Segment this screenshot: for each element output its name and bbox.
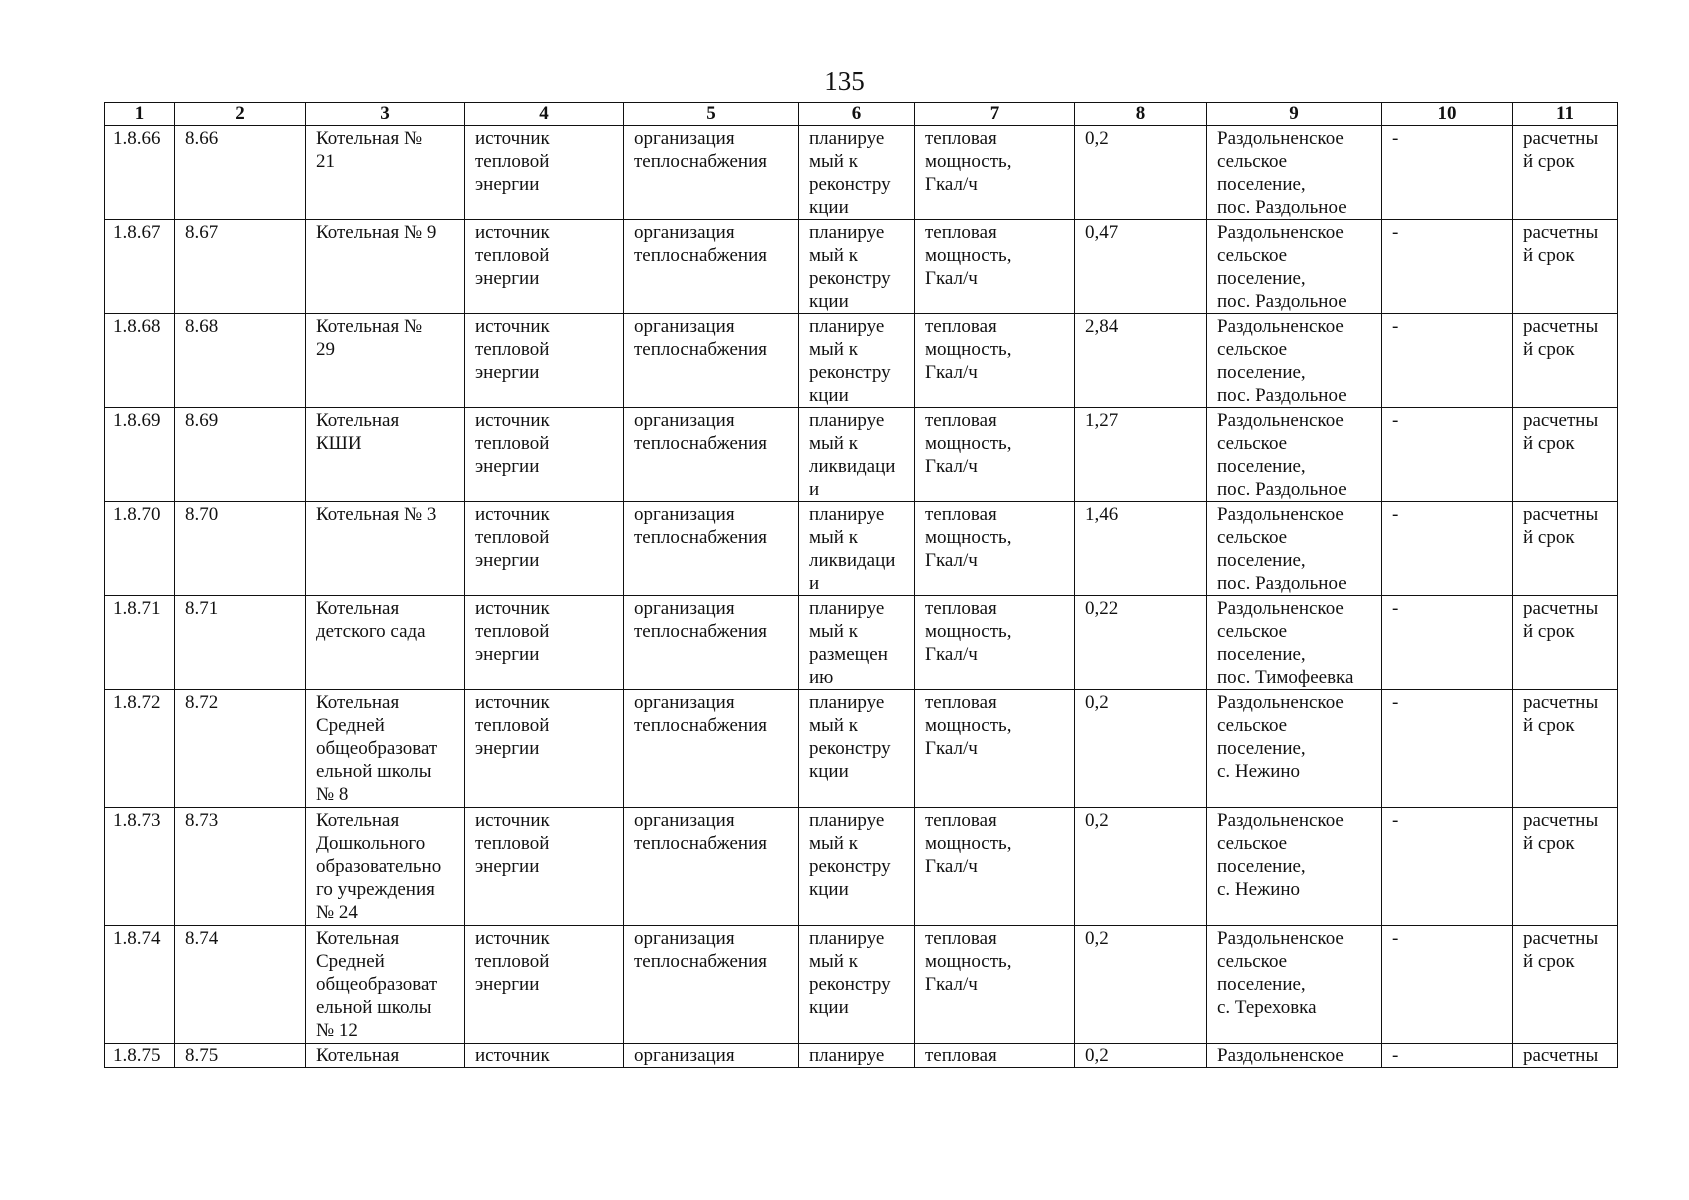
cell-number: 1.8.69	[105, 408, 175, 502]
cell-purpose: организация теплоснабжения	[624, 690, 799, 808]
cell-status: планируе	[799, 1044, 915, 1068]
cell-characteristic: тепловая мощность, Гкал/ч	[915, 502, 1075, 596]
column-header: 5	[624, 103, 799, 126]
cell-code: 8.73	[175, 808, 306, 926]
cell-purpose: организация теплоснабжения	[624, 220, 799, 314]
cell-value: 0,2	[1075, 1044, 1207, 1068]
cell-object-name: Котельная № 3	[306, 502, 465, 596]
cell-term: расчетны й срок	[1513, 314, 1618, 408]
cell-characteristic: тепловая мощность, Гкал/ч	[915, 220, 1075, 314]
cell-zone: -	[1382, 808, 1513, 926]
cell-zone: -	[1382, 502, 1513, 596]
column-header: 9	[1207, 103, 1382, 126]
page-number: 135	[824, 66, 865, 96]
table-row	[105, 690, 1618, 808]
cell-status: планируе мый к реконстру кции	[799, 690, 915, 808]
cell-purpose: организация теплоснабжения	[624, 314, 799, 408]
cell-object-name: Котельная	[306, 1044, 465, 1068]
cell-zone: -	[1382, 314, 1513, 408]
cell-characteristic: тепловая	[915, 1044, 1075, 1068]
cell-characteristic: тепловая мощность, Гкал/ч	[915, 808, 1075, 926]
cell-status: планируе мый к реконстру кции	[799, 314, 915, 408]
cell-characteristic: тепловая мощность, Гкал/ч	[915, 408, 1075, 502]
cell-value: 1,27	[1075, 408, 1207, 502]
table-row	[105, 126, 1618, 220]
cell-term: расчетны й срок	[1513, 126, 1618, 220]
cell-object-type: источник тепловой энергии	[465, 596, 624, 690]
cell-object-type: источник тепловой энергии	[465, 502, 624, 596]
cell-location: Раздольненское	[1207, 1044, 1382, 1068]
cell-characteristic: тепловая мощность, Гкал/ч	[915, 126, 1075, 220]
cell-number: 1.8.67	[105, 220, 175, 314]
cell-term: расчетны й срок	[1513, 926, 1618, 1044]
cell-value: 1,46	[1075, 502, 1207, 596]
cell-object-name: Котельная КШИ	[306, 408, 465, 502]
cell-zone: -	[1382, 220, 1513, 314]
cell-purpose: организация теплоснабжения	[624, 408, 799, 502]
cell-number: 1.8.70	[105, 502, 175, 596]
cell-zone: -	[1382, 1044, 1513, 1068]
table-row	[105, 926, 1618, 1044]
table-row	[105, 220, 1618, 314]
cell-number: 1.8.71	[105, 596, 175, 690]
register-table	[104, 102, 1618, 1068]
table-row	[105, 1044, 1618, 1068]
cell-characteristic: тепловая мощность, Гкал/ч	[915, 926, 1075, 1044]
cell-number: 1.8.74	[105, 926, 175, 1044]
cell-status: планируе мый к реконстру кции	[799, 808, 915, 926]
cell-object-name: Котельная № 9	[306, 220, 465, 314]
cell-term: расчетны й срок	[1513, 502, 1618, 596]
cell-number: 1.8.68	[105, 314, 175, 408]
cell-term: расчетны й срок	[1513, 220, 1618, 314]
cell-term: расчетны й срок	[1513, 408, 1618, 502]
cell-term: расчетны й срок	[1513, 808, 1618, 926]
cell-object-type: источник тепловой энергии	[465, 926, 624, 1044]
column-header: 11	[1513, 103, 1618, 126]
cell-purpose: организация теплоснабжения	[624, 808, 799, 926]
cell-zone: -	[1382, 690, 1513, 808]
cell-object-name: Котельная Дошкольного образовательно го учреждения № 24	[306, 808, 465, 926]
table-row	[105, 314, 1618, 408]
cell-object-type: источник тепловой энергии	[465, 314, 624, 408]
cell-status: планируе мый к ликвидаци и	[799, 408, 915, 502]
cell-characteristic: тепловая мощность, Гкал/ч	[915, 690, 1075, 808]
cell-code: 8.75	[175, 1044, 306, 1068]
cell-status: планируе мый к реконстру кции	[799, 926, 915, 1044]
cell-object-type: источник тепловой энергии	[465, 220, 624, 314]
cell-number: 1.8.73	[105, 808, 175, 926]
table-row	[105, 808, 1618, 926]
cell-status: планируе мый к реконстру кции	[799, 126, 915, 220]
cell-status: планируе мый к размещен ию	[799, 596, 915, 690]
cell-object-name: Котельная № 21	[306, 126, 465, 220]
cell-object-name: Котельная № 29	[306, 314, 465, 408]
cell-location: Раздольненское сельское поселение, с. Тереховка	[1207, 926, 1382, 1044]
cell-code: 8.68	[175, 314, 306, 408]
cell-object-name: Котельная Средней общеобразоват ельной школы № 12	[306, 926, 465, 1044]
cell-number: 1.8.75	[105, 1044, 175, 1068]
cell-object-name: Котельная детского сада	[306, 596, 465, 690]
cell-status: планируе мый к реконстру кции	[799, 220, 915, 314]
cell-characteristic: тепловая мощность, Гкал/ч	[915, 596, 1075, 690]
cell-purpose: организация теплоснабжения	[624, 596, 799, 690]
cell-purpose: организация теплоснабжения	[624, 926, 799, 1044]
column-header: 7	[915, 103, 1075, 126]
cell-term: расчетны й срок	[1513, 596, 1618, 690]
cell-purpose: организация теплоснабжения	[624, 126, 799, 220]
cell-location: Раздольненское сельское поселение, пос. Раздольное	[1207, 314, 1382, 408]
cell-location: Раздольненское сельское поселение, с. Нежино	[1207, 690, 1382, 808]
column-header: 6	[799, 103, 915, 126]
cell-value: 0,2	[1075, 926, 1207, 1044]
cell-number: 1.8.66	[105, 126, 175, 220]
cell-value: 0,2	[1075, 126, 1207, 220]
cell-status: планируе мый к ликвидаци и	[799, 502, 915, 596]
cell-code: 8.71	[175, 596, 306, 690]
cell-object-type: источник	[465, 1044, 624, 1068]
table-row	[105, 502, 1618, 596]
cell-number: 1.8.72	[105, 690, 175, 808]
column-header: 4	[465, 103, 624, 126]
header-row	[105, 103, 1618, 126]
column-header: 8	[1075, 103, 1207, 126]
cell-zone: -	[1382, 408, 1513, 502]
cell-code: 8.67	[175, 220, 306, 314]
cell-code: 8.72	[175, 690, 306, 808]
column-header: 10	[1382, 103, 1513, 126]
cell-term: расчетны	[1513, 1044, 1618, 1068]
cell-value: 0,47	[1075, 220, 1207, 314]
table-row	[105, 408, 1618, 502]
cell-zone: -	[1382, 926, 1513, 1044]
cell-code: 8.66	[175, 126, 306, 220]
cell-value: 0,2	[1075, 808, 1207, 926]
cell-location: Раздольненское сельское поселение, пос. Раздольное	[1207, 502, 1382, 596]
cell-code: 8.69	[175, 408, 306, 502]
cell-value: 2,84	[1075, 314, 1207, 408]
cell-location: Раздольненское сельское поселение, пос. Раздольное	[1207, 220, 1382, 314]
cell-value: 0,22	[1075, 596, 1207, 690]
cell-code: 8.74	[175, 926, 306, 1044]
cell-term: расчетны й срок	[1513, 690, 1618, 808]
cell-object-type: источник тепловой энергии	[465, 808, 624, 926]
table-row	[105, 596, 1618, 690]
column-header: 2	[175, 103, 306, 126]
cell-object-type: источник тепловой энергии	[465, 408, 624, 502]
cell-zone: -	[1382, 596, 1513, 690]
column-header: 1	[105, 103, 175, 126]
cell-value: 0,2	[1075, 690, 1207, 808]
cell-object-name: Котельная Средней общеобразоват ельной школы № 8	[306, 690, 465, 808]
cell-location: Раздольненское сельское поселение, пос. Раздольное	[1207, 126, 1382, 220]
cell-characteristic: тепловая мощность, Гкал/ч	[915, 314, 1075, 408]
cell-location: Раздольненское сельское поселение, с. Нежино	[1207, 808, 1382, 926]
cell-location: Раздольненское сельское поселение, пос. Тимофеевка	[1207, 596, 1382, 690]
cell-zone: -	[1382, 126, 1513, 220]
cell-location: Раздольненское сельское поселение, пос. Раздольное	[1207, 408, 1382, 502]
cell-purpose: организация	[624, 1044, 799, 1068]
cell-purpose: организация теплоснабжения	[624, 502, 799, 596]
cell-code: 8.70	[175, 502, 306, 596]
column-header: 3	[306, 103, 465, 126]
cell-object-type: источник тепловой энергии	[465, 126, 624, 220]
cell-object-type: источник тепловой энергии	[465, 690, 624, 808]
